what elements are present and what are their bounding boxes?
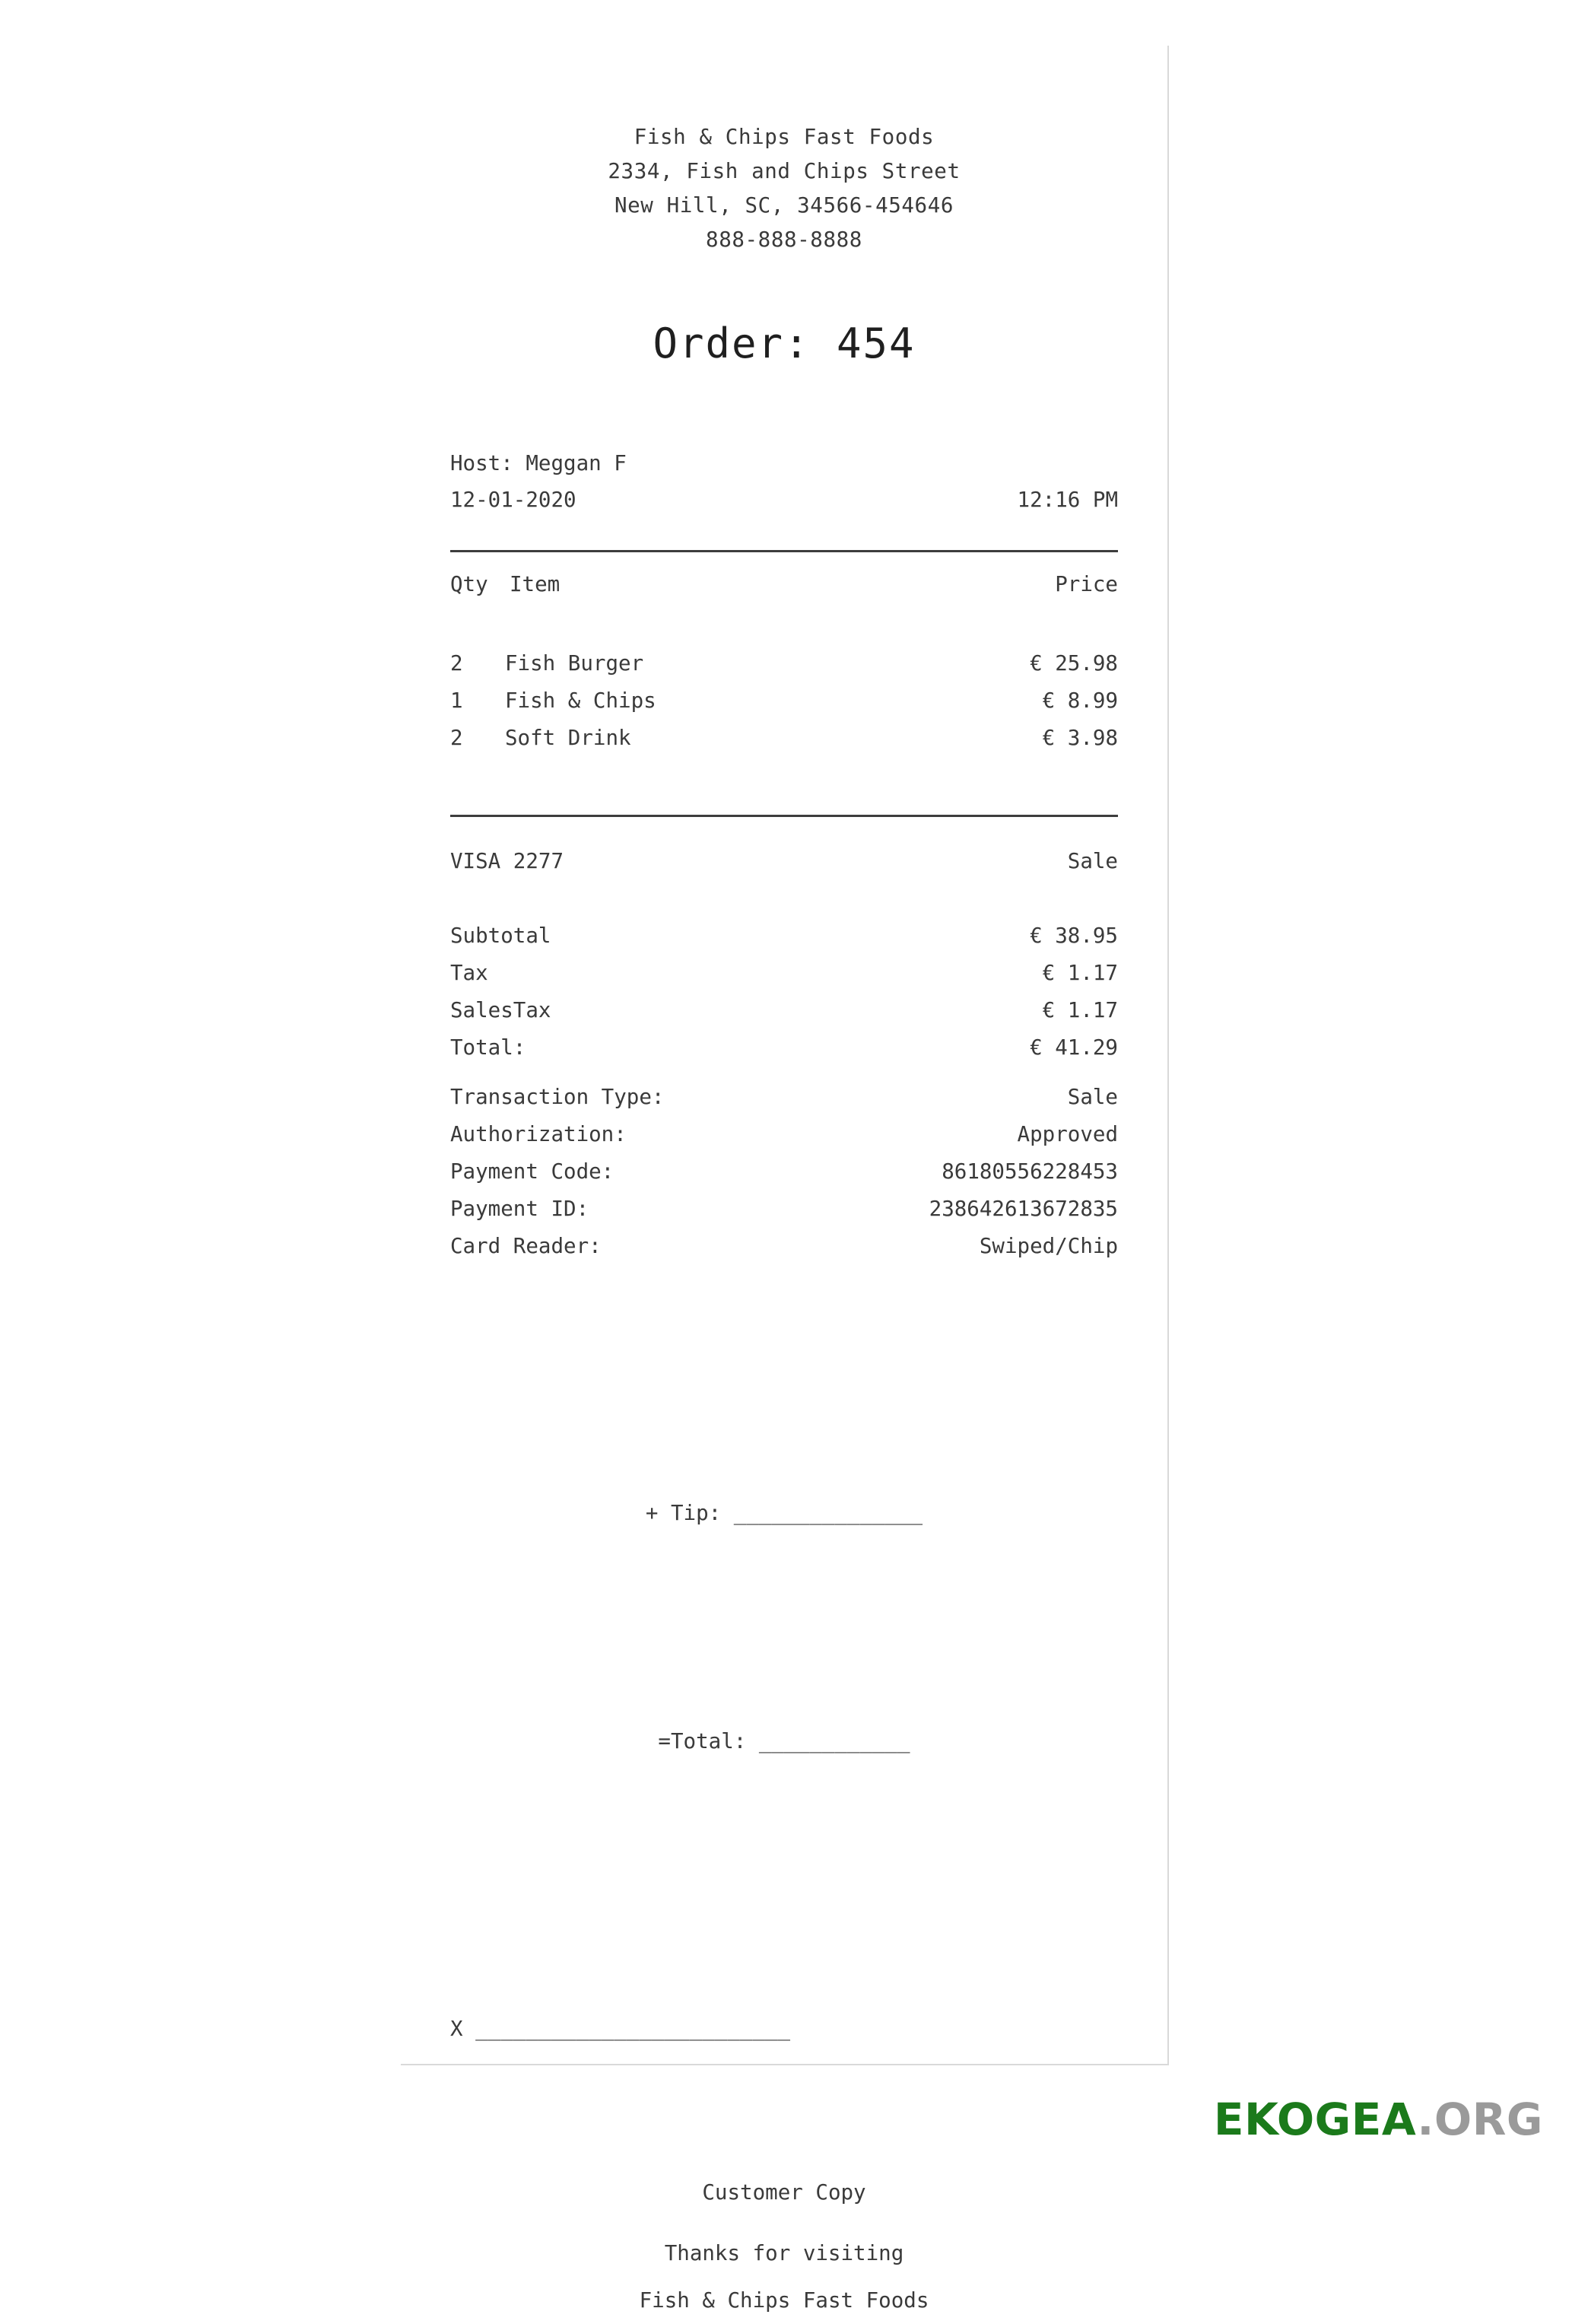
item-name: Fish Burger (505, 651, 644, 676)
total-value: € 1.17 (1042, 961, 1118, 985)
items-list (450, 645, 1118, 757)
footer-store-name: Fish & Chips Fast Foods (639, 2288, 929, 2313)
transaction-row-card-reader (450, 1228, 1118, 1265)
divider-bottom (450, 815, 1118, 817)
total-value: € 1.17 (1042, 998, 1118, 1022)
card-sale-type: Sale (1067, 849, 1118, 873)
store-address-line-2: New Hill, SC, 34566-454646 (614, 193, 954, 218)
total-label: SalesTax (450, 998, 551, 1022)
tip-total-line[interactable]: =Total: ____________ (658, 1729, 910, 1753)
thanks-message: Thanks for visiting (664, 2241, 904, 2265)
store-address-line-1: 2334, Fish and Chips Street (608, 159, 961, 183)
items-table-header (450, 572, 1118, 596)
total-label: Subtotal (450, 924, 551, 948)
order-time: 12:16 PM (1017, 488, 1118, 512)
transaction-value: 238642613672835 (929, 1197, 1118, 1221)
store-header (450, 120, 1118, 257)
order-title: Order: 454 (653, 320, 916, 367)
transaction-label: Authorization: (450, 1122, 627, 1146)
store-phone: 888-888-8888 (706, 227, 862, 252)
item-name: Soft Drink (505, 726, 631, 750)
total-row-tax (450, 955, 1118, 992)
column-header-qty: Qty (450, 572, 488, 596)
item-qty: 2 (450, 651, 463, 676)
transaction-row-payment-code (450, 1153, 1118, 1191)
watermark-primary: EKOGEA (1213, 2094, 1418, 2145)
receipt-paper (401, 46, 1169, 2313)
transaction-label: Payment Code: (450, 1159, 615, 1184)
table-row (450, 682, 1118, 720)
transaction-value: Approved (1017, 1122, 1118, 1146)
item-name: Fish & Chips (505, 688, 656, 713)
card-number: VISA 2277 (450, 849, 564, 873)
total-value: € 38.95 (1030, 924, 1118, 948)
tip-section (450, 1323, 1118, 1931)
transaction-label: Card Reader: (450, 1234, 602, 1258)
totals-block (450, 917, 1118, 1067)
total-row-total (450, 1029, 1118, 1067)
transaction-row-payment-id (450, 1191, 1118, 1228)
transaction-row-authorization (450, 1116, 1118, 1153)
transaction-row-type (450, 1079, 1118, 1116)
transaction-value: 86180556228453 (942, 1159, 1118, 1184)
order-meta (450, 445, 1118, 518)
store-name: Fish & Chips Fast Foods (634, 125, 935, 149)
order-date: 12-01-2020 (450, 488, 576, 512)
table-row (450, 645, 1118, 682)
transaction-value: Swiped/Chip (979, 1234, 1118, 1258)
item-qty: 1 (450, 688, 463, 713)
receipt-footer (450, 2169, 1118, 2324)
column-header-item: Item (510, 572, 561, 596)
total-row-salestax (450, 992, 1118, 1029)
item-price: € 25.98 (1030, 651, 1118, 676)
transaction-label: Payment ID: (450, 1197, 589, 1221)
column-header-price: Price (1055, 572, 1118, 596)
host-label: Host: Meggan F (450, 451, 627, 475)
item-price: € 8.99 (1042, 688, 1118, 713)
total-row-subtotal (450, 917, 1118, 955)
transaction-label: Transaction Type: (450, 1085, 665, 1109)
payment-card-line (450, 849, 1118, 873)
divider-top (450, 550, 1118, 552)
customer-copy-label: Customer Copy (702, 2180, 866, 2205)
transaction-details (450, 1079, 1118, 1265)
table-row (450, 720, 1118, 757)
item-qty: 2 (450, 726, 463, 750)
watermark-secondary: .ORG (1417, 2094, 1543, 2145)
tip-line[interactable]: + Tip: _______________ (645, 1501, 923, 1525)
total-label: Tax (450, 961, 488, 985)
signature-line[interactable]: X _________________________ (450, 2017, 791, 2041)
total-value: € 41.29 (1030, 1035, 1118, 1060)
watermark (1214, 2094, 1543, 2145)
total-label: Total: (450, 1035, 526, 1060)
transaction-value: Sale (1067, 1085, 1118, 1109)
item-price: € 3.98 (1042, 726, 1118, 750)
